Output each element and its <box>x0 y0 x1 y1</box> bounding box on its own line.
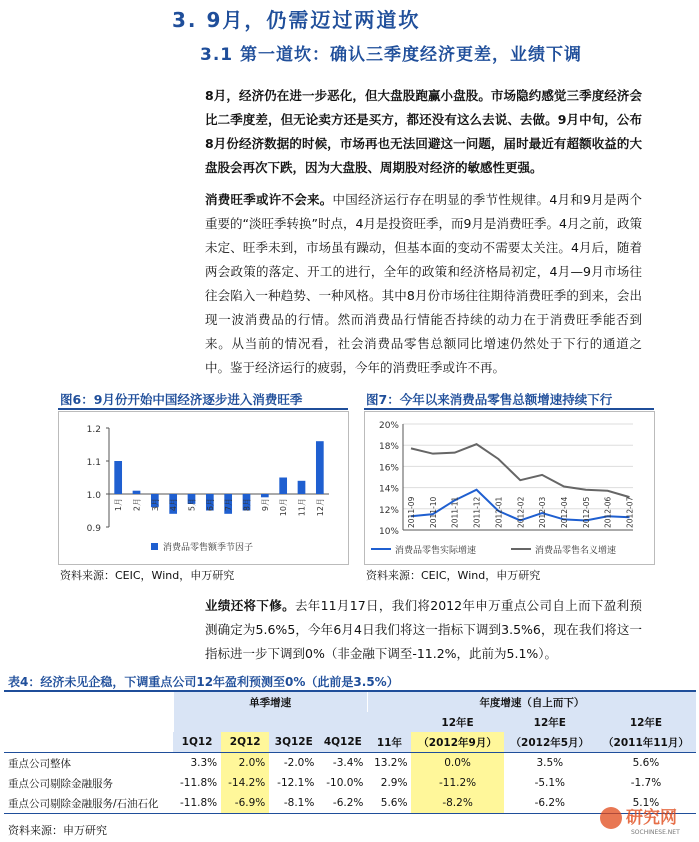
x-tick-label: 10月 <box>279 498 289 517</box>
watermark-subtext: SOCHINESE.NET <box>631 829 680 836</box>
cell: -5.1% <box>534 777 566 789</box>
figure6-title: 图6：9月份开始中国经济逐步进入消费旺季 <box>60 392 303 407</box>
x-tick-label: 2012-02 <box>516 496 526 528</box>
y-tick-label: 14% <box>378 484 399 495</box>
legend-label-real: 消费品零售实际增速 <box>395 546 477 556</box>
cell: -6.9% <box>221 793 269 814</box>
table-subheader-e3: 12年E <box>596 712 696 732</box>
table-col-3q12e: 3Q12E <box>269 732 318 753</box>
figure7-rule <box>364 408 654 410</box>
cell: -11.8% <box>179 777 218 789</box>
cell: 5.1% <box>632 797 660 809</box>
bar-9月 <box>261 494 269 497</box>
cell: -14.2% <box>221 773 269 793</box>
cell: 2.9% <box>380 777 408 789</box>
figure6-bar-chart <box>59 412 348 564</box>
table-col-11: 11年 <box>367 732 411 753</box>
x-tick-label: 8月 <box>242 498 252 512</box>
x-tick-label: 6月 <box>205 498 215 512</box>
paragraph-3 <box>205 594 642 666</box>
table-subheader-e1: 12年E <box>411 712 503 732</box>
y-tick-label: 12% <box>378 505 399 516</box>
cell: -11.8% <box>179 797 218 809</box>
x-tick-label: 4月 <box>169 498 179 512</box>
table-col-2q12: 2Q12 <box>221 732 269 753</box>
y-tick-label: 1.2 <box>86 425 101 435</box>
table-subheader-quarterly-blank <box>173 712 367 732</box>
x-tick-label: 2012-07 <box>625 496 635 528</box>
x-tick-label: 2012-05 <box>581 496 591 528</box>
legend-swatch <box>151 543 158 550</box>
y-tick-label: 1.1 <box>86 458 101 468</box>
figure7-frame <box>364 411 655 565</box>
bar-12月 <box>316 441 324 494</box>
earnings-table <box>4 690 696 814</box>
table-subheader-empty <box>4 712 173 732</box>
cell: -8.2% <box>411 793 503 814</box>
figure6-frame <box>58 411 349 565</box>
watermark-icon <box>600 807 622 829</box>
cell: 3.3% <box>190 757 218 769</box>
x-tick-label: 2012-06 <box>603 496 613 528</box>
figure6-source: 资料来源：CEIC，Wind，申万研究 <box>60 569 235 582</box>
row-label: 重点公司整体 <box>8 757 71 770</box>
x-tick-label: 7月 <box>224 498 234 512</box>
table-row <box>4 753 696 774</box>
cell: -8.1% <box>283 797 315 809</box>
cell: -1.7% <box>630 777 662 789</box>
table-row <box>4 773 696 793</box>
y-tick-label: 20% <box>378 421 399 431</box>
x-tick-label: 12月 <box>315 498 325 517</box>
paragraph-2 <box>205 188 642 380</box>
x-tick-label: 2011-11 <box>450 496 460 528</box>
table-col-2012-05: （2012年5月） <box>504 732 596 753</box>
cell: -10.0% <box>326 777 364 789</box>
y-tick-label: 18% <box>378 442 399 453</box>
section-subtitle: 3.1 第一道坎：确认三季度经济更差，业绩下调 <box>200 45 583 65</box>
figure6-rule <box>58 408 348 410</box>
x-tick-label: 2011-12 <box>472 496 482 528</box>
y-tick-label: 10% <box>378 527 399 537</box>
cell: 2.0% <box>221 753 269 774</box>
table4-source: 资料来源：申万研究 <box>8 824 107 837</box>
paragraph-3-body: 去年11月17日，我们将2012年申万重点公司自上而下盈利预测确定为5.6%5，今年6月4日我们将这一指标下调到3.5%6，现在我们将这一指标进一步下调到0%（非金融下调至-11.2%，此前为5.1%）。 <box>205 598 642 661</box>
x-tick-label: 2012-03 <box>538 496 548 528</box>
cell: 3.5% <box>536 757 564 769</box>
x-tick-label: 1月 <box>114 498 124 512</box>
cell: -6.2% <box>332 797 364 809</box>
legend-label-nominal: 消费品零售名义增速 <box>535 546 617 556</box>
y-tick-label: 0.9 <box>86 524 101 534</box>
row-label: 重点公司剔除金融服务 <box>8 777 113 790</box>
figure7-source: 资料来源：CEIC，Wind，申万研究 <box>366 569 541 582</box>
bar-2月 <box>133 491 141 494</box>
table-header-quarterly: 单季增速 <box>173 691 367 712</box>
cell: 5.6% <box>632 757 660 769</box>
cell: -3.4% <box>332 757 364 769</box>
cell: 5.6% <box>380 797 408 809</box>
figure7-line-chart <box>365 412 654 564</box>
table-col-2012-09: （2012年9月） <box>411 732 503 753</box>
paragraph-2-body: 中国经济运行存在明显的季节性规律。4月和9月是两个重要的“淡旺季转换”时点，4月是投资旺季，而9月是消费旺季。4月之前，政策未定、旺季未到，市场虽有躁动，但基本面的变动不需要太关注。4月后，随着两会政策的落定、开工的进行，全年的政策和经济格局初定，4月—9月市场往往会陷入一种趋势、一种风格。其中8月份市场往往期待消费旺季的到来，会出现一波消费品的行情。然而消费品行情能否持续的动力在于消费旺季能否到来。从当前的情况看，社会消费品零售总额同比增速仍然处于下行的通道之中。鉴于经济运行的疲弱，今年的消费旺季或许不再。 <box>205 192 642 375</box>
figure7-title: 图7：今年以来消费品零售总额增速持续下行 <box>366 392 613 407</box>
paragraph-1: 8月，经济仍在进一步恶化，但大盘股跑赢小盘股。市场隐约感觉三季度经济会比二季度差，但无论卖方还是买方，都还没有这么去说、去做。9月中旬，公布8月份经济数据的时候，市场再也无法回避这一问题，届时最近有超额收益的大盘股会再次下跌，因为大盘股、周期股对经济的敏感性更强。 <box>205 88 642 175</box>
x-tick-label: 5月 <box>187 498 197 512</box>
cell: -12.1% <box>277 777 315 789</box>
paragraph-3-lead: 业绩还将下修。 <box>205 598 295 613</box>
cell: -6.2% <box>534 797 566 809</box>
y-tick-label: 16% <box>378 463 399 474</box>
cell: -2.0% <box>283 757 315 769</box>
bar-1月 <box>114 461 122 494</box>
watermark-logo <box>597 800 693 838</box>
watermark-graphic <box>597 800 693 838</box>
x-tick-label: 2012-01 <box>494 496 504 528</box>
x-tick-label: 2011-09 <box>407 496 416 528</box>
x-tick-label: 2012-04 <box>559 496 569 528</box>
table-colheader-empty <box>4 732 173 753</box>
cell: -11.2% <box>411 773 503 793</box>
bar-11月 <box>298 481 306 494</box>
series-line-1 <box>411 444 630 497</box>
watermark-text: 研究网 <box>626 808 677 828</box>
table-col-4q12e: 4Q12E <box>318 732 367 753</box>
legend-label: 消费品零售额季节因子 <box>163 543 254 553</box>
paragraph-2-lead: 消费旺季或许不会来。 <box>205 192 333 207</box>
x-tick-label: 2011-10 <box>428 496 438 528</box>
table-header-empty <box>4 691 173 712</box>
x-tick-label: 2月 <box>132 498 142 512</box>
section-title: 3. 9月，仍需迈过两道坎 <box>172 8 421 32</box>
x-tick-label: 3月 <box>150 498 160 512</box>
table-row <box>4 793 696 814</box>
row-label: 重点公司剔除金融服务/石油石化 <box>8 797 159 810</box>
table4-title: 表4：经济未见企稳，下调重点公司12年盈利预测至0%（此前是3.5%） <box>8 675 399 689</box>
table-subheader-e2: 12年E <box>504 712 596 732</box>
table-subheader-blank-11 <box>367 712 411 732</box>
cell: 0.0% <box>411 753 503 774</box>
table-col-1q12: 1Q12 <box>173 732 221 753</box>
y-tick-label: 1.0 <box>86 491 101 501</box>
x-tick-label: 9月 <box>260 498 270 512</box>
bar-10月 <box>279 478 287 495</box>
table-col-2011-11: （2011年11月） <box>596 732 696 753</box>
x-tick-label: 11月 <box>297 498 307 517</box>
table-header-annual: 年度增速（自上而下） <box>367 691 696 712</box>
cell: 13.2% <box>374 757 408 769</box>
